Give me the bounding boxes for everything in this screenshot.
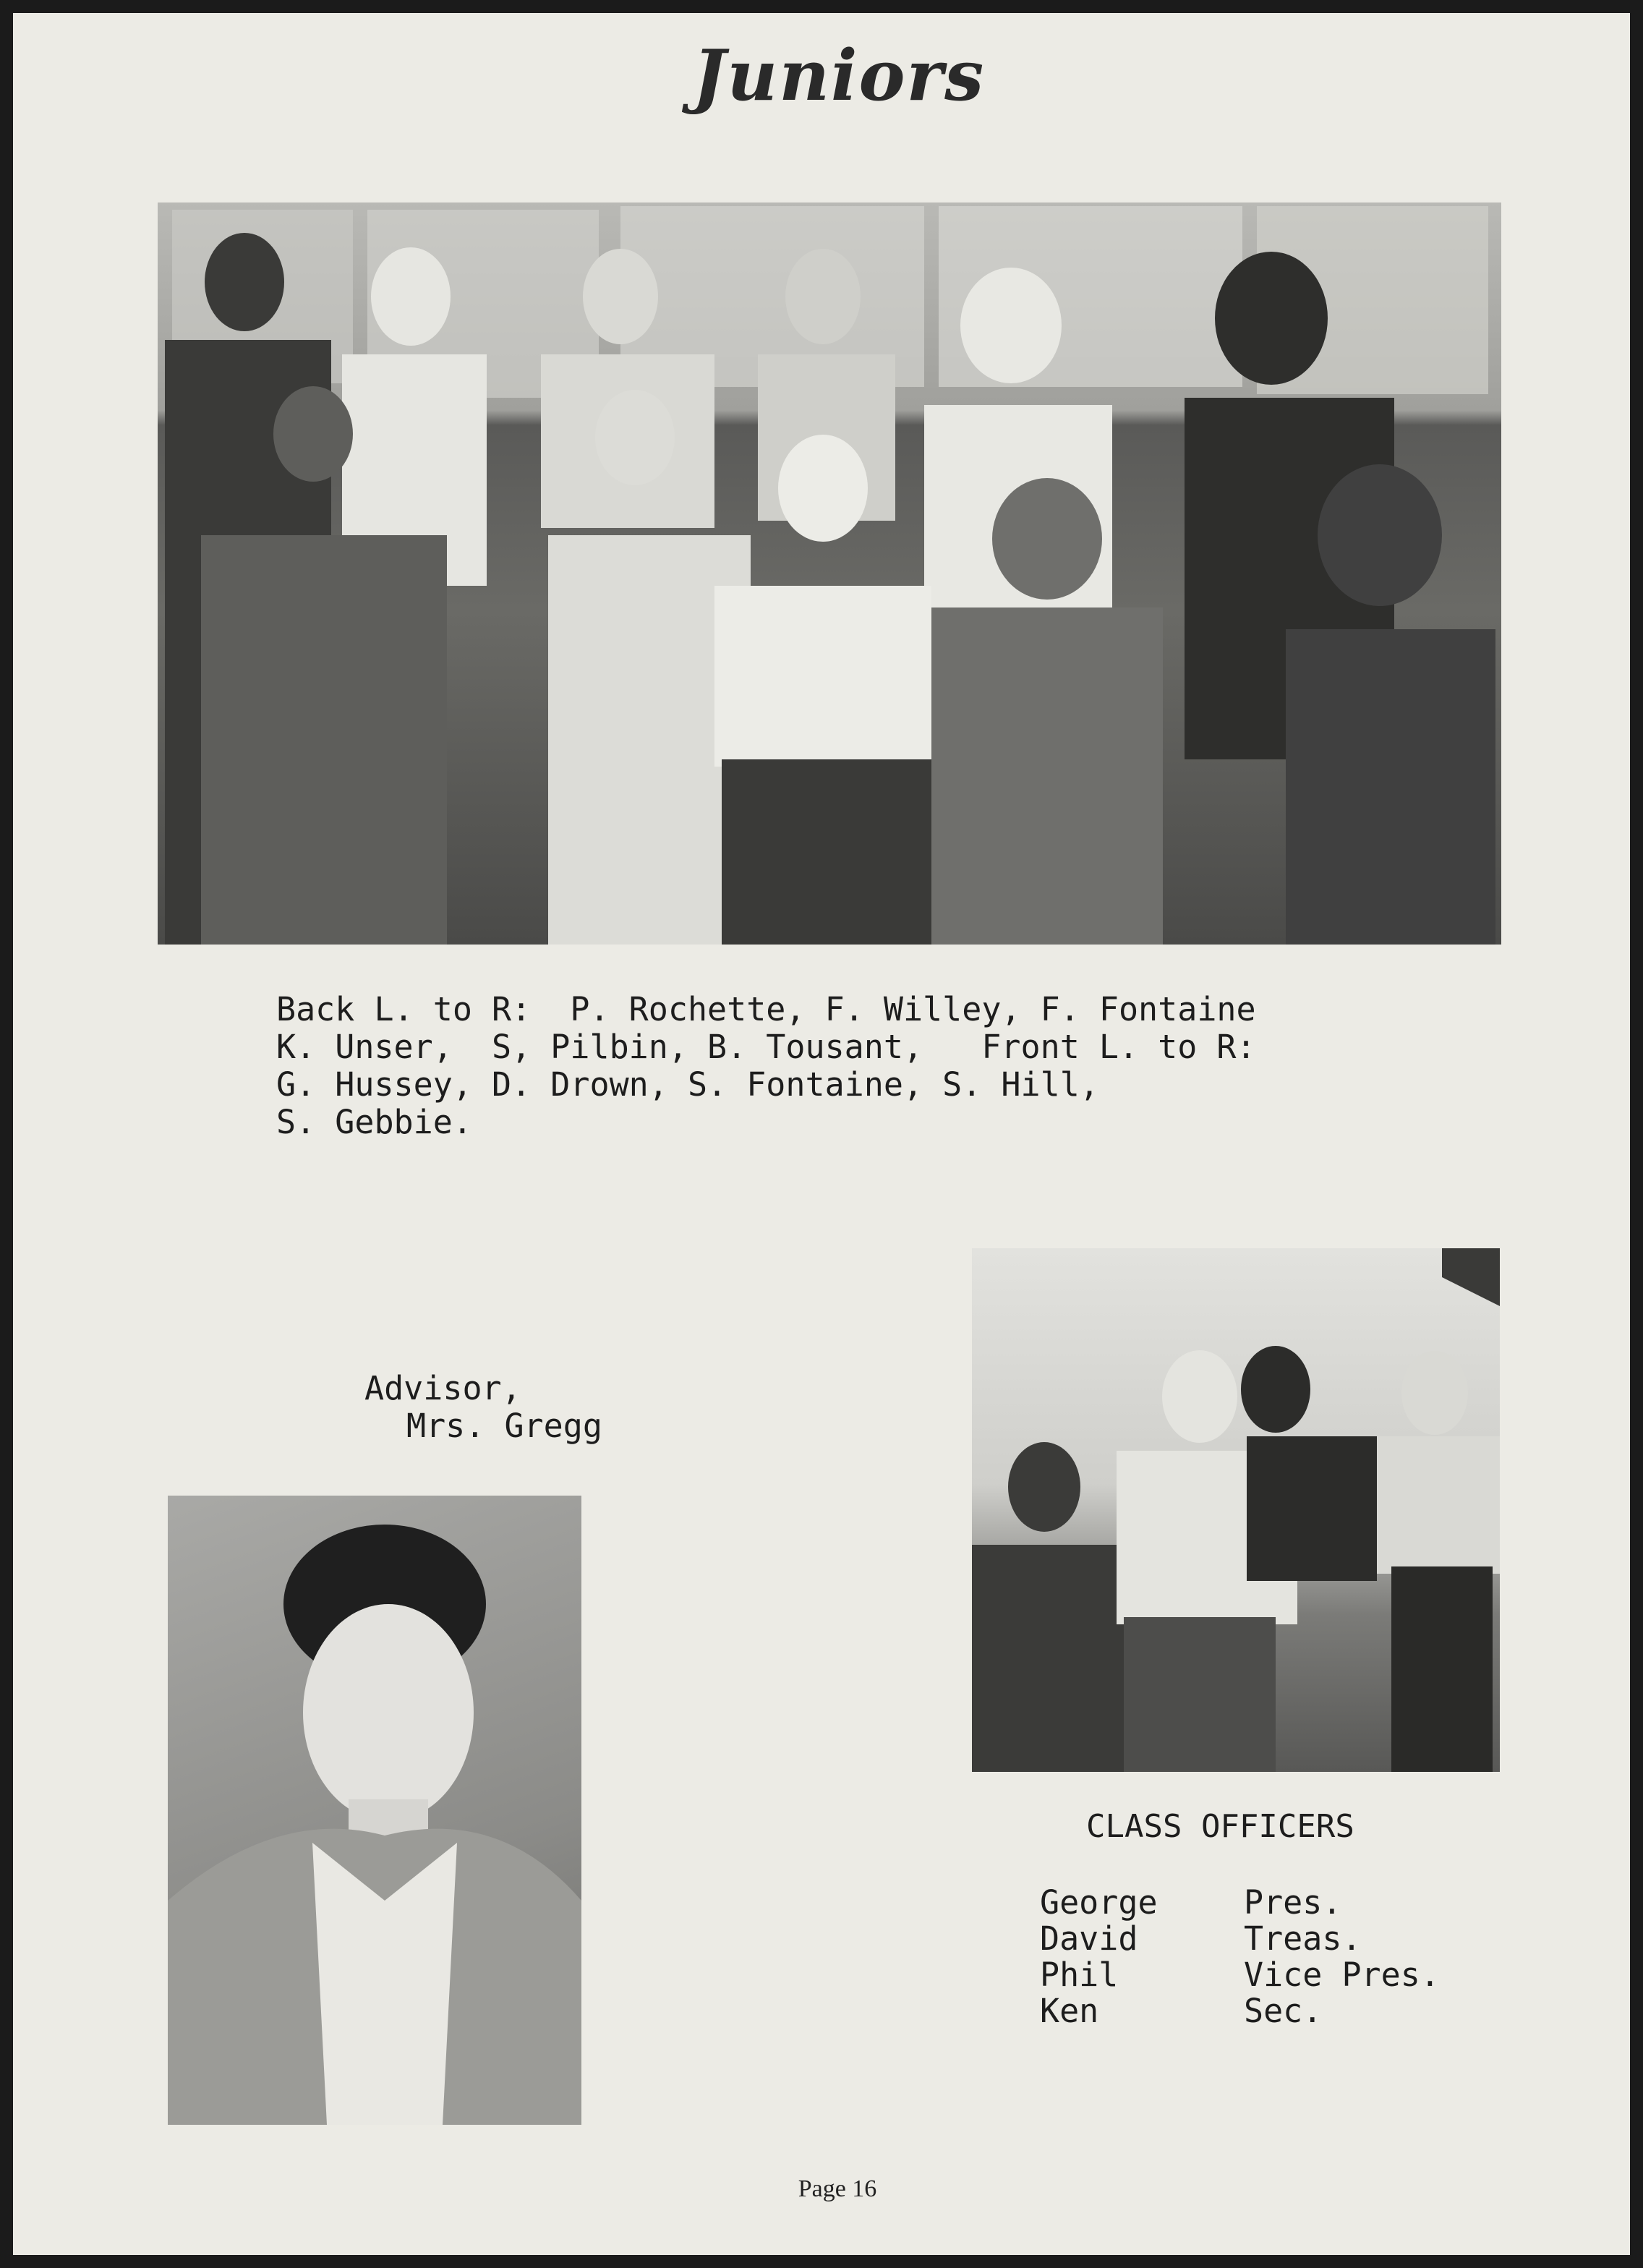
officer-name: Phil — [1040, 1956, 1119, 1994]
officer-row — [1040, 1921, 1440, 1957]
officer-office: Vice Pres. — [1244, 1956, 1440, 1994]
paper-sheet — [13, 13, 1630, 2255]
class-officers-heading: CLASS OFFICERS — [1086, 1808, 1354, 1845]
officer-office: Sec. — [1244, 1992, 1323, 2030]
officer-name: George — [1040, 1883, 1158, 1922]
caption-line: Back L. to R: P. Rochette, F. Willey, F. Fontaine — [276, 990, 1256, 1028]
officer-name: David — [1040, 1919, 1138, 1958]
officer-office: Pres. — [1244, 1883, 1342, 1922]
advisor-name: Mrs. Gregg — [406, 1407, 602, 1445]
class-officers-list — [1040, 1885, 1440, 2029]
officer-name: Ken — [1040, 1992, 1099, 2030]
page-number: Page 16 — [798, 2175, 877, 2202]
officer-row — [1040, 1993, 1440, 2029]
caption-line: K. Unser, S, Pilbin, B. Tousant, Front L. to R: — [276, 1028, 1256, 1066]
junior-class-group-photo — [158, 202, 1501, 945]
group-photo-figures — [158, 202, 1501, 945]
page-title: Juniors — [693, 35, 986, 116]
officer-row — [1040, 1957, 1440, 1993]
officer-office: Treas. — [1244, 1919, 1362, 1958]
advisor-portrait-photo — [168, 1496, 581, 2125]
officer-row — [1040, 1885, 1440, 1921]
caption-line: S. Gebbie. — [276, 1103, 472, 1141]
advisor-caption — [364, 1370, 602, 1445]
caption-line: G. Hussey, D. Drown, S. Fontaine, S. Hill, — [276, 1065, 1099, 1104]
group-photo-caption — [276, 991, 1256, 1141]
advisor-label: Advisor, — [364, 1369, 521, 1407]
advisor-portrait-figure — [168, 1496, 581, 2125]
class-officers-photo — [972, 1248, 1500, 1772]
officers-photo-figures — [972, 1248, 1500, 1772]
